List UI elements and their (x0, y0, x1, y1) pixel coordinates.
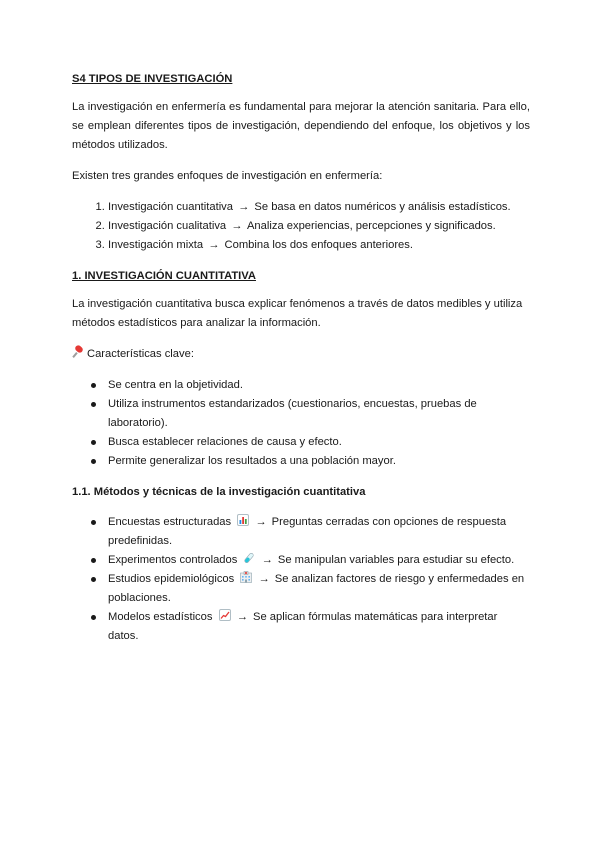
section-paragraph: La investigación cuantitativa busca explicar fenómenos a través de datos medibles y utiliza métodos estadísticos para analizar la información. (72, 298, 523, 329)
features-label: Características clave: (87, 348, 194, 360)
method-name: Experimentos controlados (108, 554, 238, 566)
arrow-icon: → (231, 220, 243, 232)
subsection-heading: 1.1. Métodos y técnicas de la investigación cuantitativa (72, 486, 366, 498)
methods-list (72, 513, 530, 646)
arrow-icon: → (236, 611, 248, 623)
approaches-list (72, 198, 530, 255)
approach-item (108, 236, 530, 255)
pushpin-icon (72, 346, 84, 358)
approach-name: Investigación mixta (108, 239, 204, 251)
method-item (108, 608, 530, 646)
list-item: Se centra en la objetividad. (108, 376, 530, 395)
hospital-icon (240, 571, 252, 583)
method-desc: Se manipulan variables para estudiar su efecto. (277, 554, 515, 566)
approach-desc: Se basa en datos numéricos y análisis estadísticos. (254, 201, 511, 213)
list-item: Permite generalizar los resultados a una población mayor. (108, 452, 530, 471)
method-name: Estudios epidemiológicos (108, 573, 235, 585)
approach-desc: Combina los dos enfoques anteriores. (224, 239, 413, 251)
method-item (108, 513, 530, 551)
approach-name: Investigación cuantitativa (108, 201, 234, 213)
method-name: Modelos estadísticos (108, 611, 213, 623)
document-title: S4 TIPOS DE INVESTIGACIÓN (72, 73, 233, 85)
arrow-icon: → (258, 573, 270, 585)
test-tube-icon (243, 552, 255, 564)
arrow-icon: → (261, 554, 273, 566)
section-heading: 1. INVESTIGACIÓN CUANTITATIVA (72, 270, 256, 282)
arrow-icon: → (255, 516, 267, 528)
trend-chart-icon (219, 609, 231, 621)
method-desc: Se analizan factores de riesgo y enfermedades en poblaciones. (108, 573, 525, 604)
list-item: Utiliza instrumentos estandarizados (cuestionarios, encuestas, pruebas de laboratorio). (108, 395, 530, 433)
features-label-line (72, 345, 530, 364)
arrow-icon: → (208, 239, 220, 251)
method-item (108, 551, 530, 570)
approach-name: Investigación cualitativa (108, 220, 227, 232)
arrow-icon: → (238, 201, 250, 213)
method-desc: Se aplican fórmulas matemáticas para interpretar datos. (108, 611, 498, 642)
list-item: Busca establecer relaciones de causa y efecto. (108, 433, 530, 452)
method-name: Encuestas estructuradas (108, 516, 232, 528)
intro-paragraph: La investigación en enfermería es fundamental para mejorar la atención sanitaria. Para ello, se emplean diferentes tipos de investigación, dependiendo del enfoque, los objetivos y los métodos utilizados. (72, 101, 530, 151)
method-item (108, 570, 530, 608)
approaches-intro: Existen tres grandes enfoques de investigación en enfermería: (72, 170, 383, 182)
method-desc: Preguntas cerradas con opciones de respuesta predefinidas. (108, 516, 507, 547)
approach-item (108, 198, 530, 217)
approach-item (108, 217, 530, 236)
approach-desc: Analiza experiencias, percepciones y significados. (246, 220, 496, 232)
bar-chart-icon (237, 514, 249, 526)
features-list (72, 376, 530, 471)
